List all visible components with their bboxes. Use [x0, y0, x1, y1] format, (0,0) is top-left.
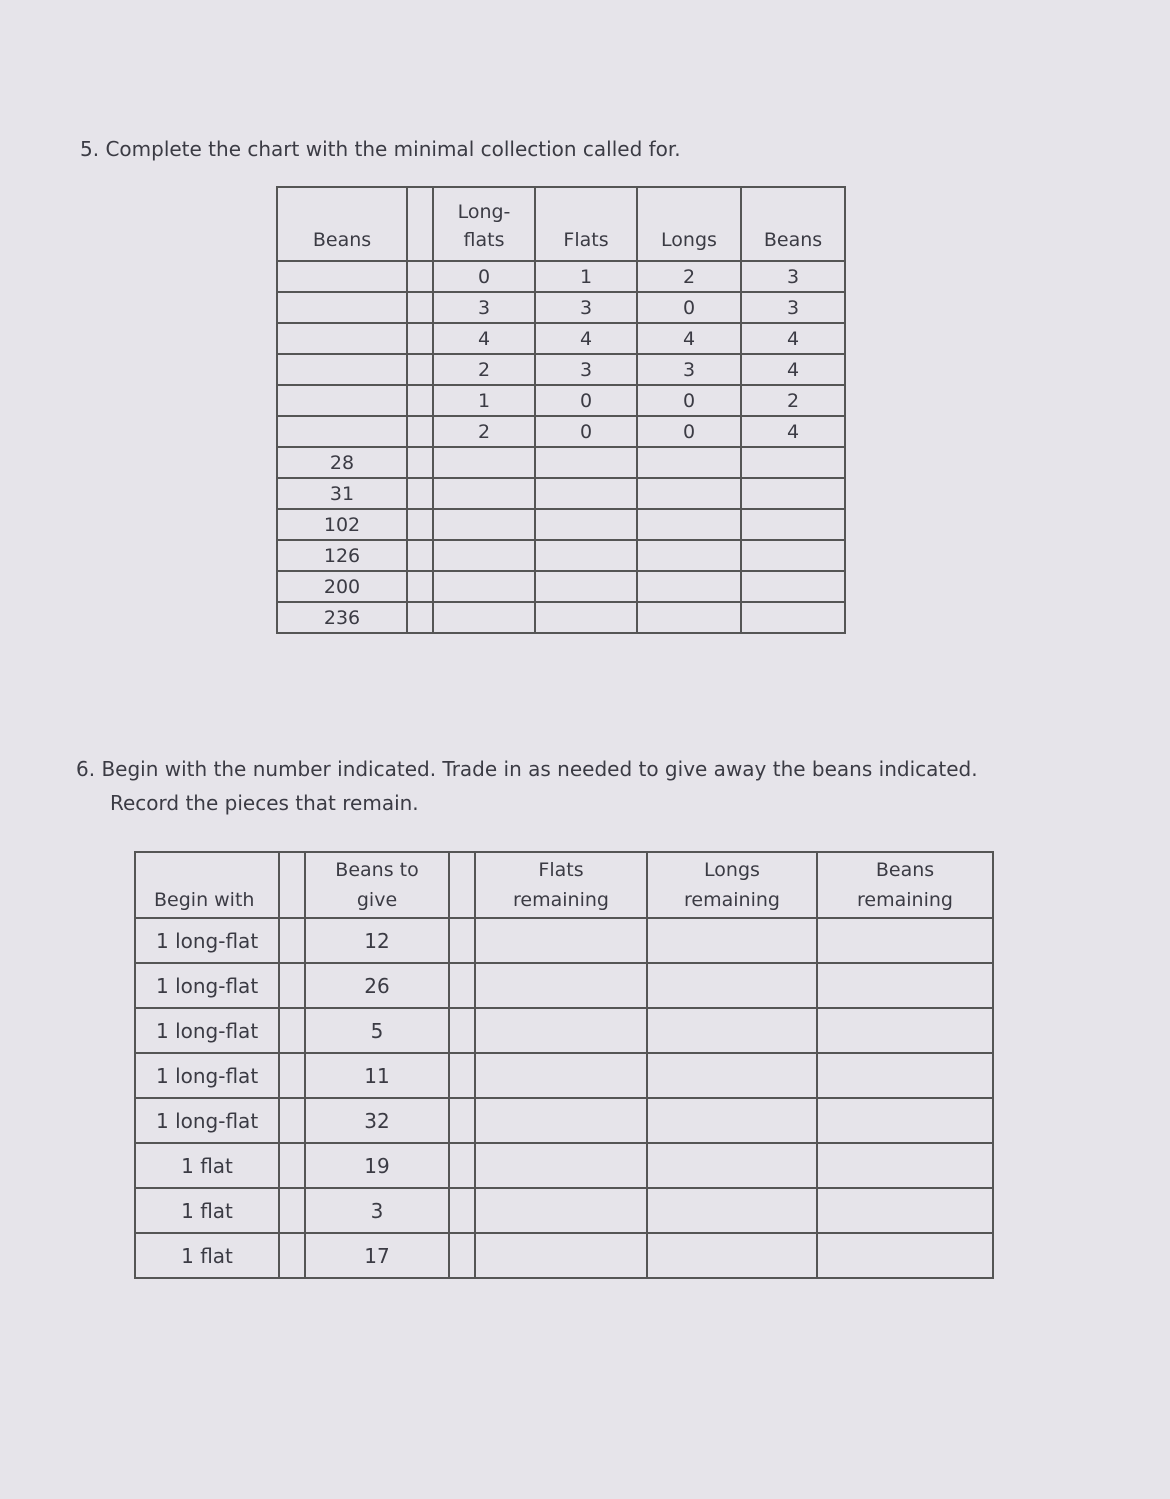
beans-answer-cell[interactable]	[277, 354, 407, 385]
longs-cell: 2	[637, 261, 741, 292]
flats-answer-cell[interactable]	[535, 509, 637, 540]
give-away-table	[134, 851, 994, 1279]
beans-cell: 2	[741, 385, 845, 416]
table-row	[135, 918, 993, 963]
long-flats-answer-cell[interactable]	[433, 571, 535, 602]
flats-cell: 0	[535, 385, 637, 416]
long-flats-cell: 2	[433, 416, 535, 447]
flats-cell: 3	[535, 292, 637, 323]
header-longs-remaining: Longs remaining	[647, 852, 817, 918]
table-row	[135, 1188, 993, 1233]
long-flats-answer-cell[interactable]	[433, 509, 535, 540]
table-header-row	[277, 187, 845, 261]
minimal-collection-table	[276, 186, 846, 634]
table-row	[277, 478, 845, 509]
header-beans-count: Beans	[741, 187, 845, 261]
header-beans-to-give: Beans to give	[305, 852, 449, 918]
table-row	[277, 385, 845, 416]
flats-cell: 3	[535, 354, 637, 385]
longs-remaining-cell[interactable]	[647, 1098, 817, 1143]
beans-to-give-cell: 12	[305, 918, 449, 963]
beans-cell: 3	[741, 292, 845, 323]
beans-given-cell: 126	[277, 540, 407, 571]
beans-cell: 3	[741, 261, 845, 292]
beans-remaining-cell[interactable]	[817, 918, 993, 963]
table-row	[277, 416, 845, 447]
table-row	[135, 1008, 993, 1053]
flats-remaining-cell[interactable]	[475, 1143, 647, 1188]
flats-remaining-cell[interactable]	[475, 1008, 647, 1053]
longs-remaining-cell[interactable]	[647, 963, 817, 1008]
table-row	[277, 540, 845, 571]
long-flats-answer-cell[interactable]	[433, 447, 535, 478]
question-6-prompt	[76, 752, 1036, 820]
question-5-prompt: 5. Complete the chart with the minimal collection called for.	[80, 137, 681, 161]
flats-remaining-cell[interactable]	[475, 963, 647, 1008]
longs-cell: 0	[637, 292, 741, 323]
long-flats-cell: 4	[433, 323, 535, 354]
longs-remaining-cell[interactable]	[647, 1008, 817, 1053]
beans-remaining-cell[interactable]	[817, 1098, 993, 1143]
beans-answer-cell[interactable]	[277, 416, 407, 447]
longs-cell: 3	[637, 354, 741, 385]
beans-given-cell: 200	[277, 571, 407, 602]
begin-with-cell: 1 long-flat	[135, 918, 279, 963]
beans-answer-cell[interactable]	[741, 478, 845, 509]
flats-cell: 1	[535, 261, 637, 292]
header-flats-remaining: Flats remaining	[475, 852, 647, 918]
long-flats-cell: 2	[433, 354, 535, 385]
question-6-line2: Record the pieces that remain.	[110, 791, 419, 815]
beans-answer-cell[interactable]	[741, 509, 845, 540]
beans-given-cell: 236	[277, 602, 407, 633]
beans-to-give-cell: 26	[305, 963, 449, 1008]
beans-remaining-cell[interactable]	[817, 1008, 993, 1053]
beans-answer-cell[interactable]	[741, 571, 845, 602]
beans-to-give-cell: 11	[305, 1053, 449, 1098]
longs-remaining-cell[interactable]	[647, 1188, 817, 1233]
flats-remaining-cell[interactable]	[475, 1053, 647, 1098]
header-beans: Beans	[277, 187, 407, 261]
beans-answer-cell[interactable]	[741, 540, 845, 571]
long-flats-cell: 1	[433, 385, 535, 416]
header-spacer	[449, 852, 475, 918]
table-row	[277, 571, 845, 602]
header-spacer	[407, 187, 433, 261]
table-row	[135, 1098, 993, 1143]
longs-answer-cell[interactable]	[637, 571, 741, 602]
begin-with-cell: 1 flat	[135, 1143, 279, 1188]
beans-answer-cell[interactable]	[277, 323, 407, 354]
table-row	[135, 1053, 993, 1098]
begin-with-cell: 1 long-flat	[135, 1098, 279, 1143]
beans-answer-cell[interactable]	[277, 385, 407, 416]
table-row	[277, 292, 845, 323]
begin-with-cell: 1 flat	[135, 1233, 279, 1278]
beans-to-give-cell: 5	[305, 1008, 449, 1053]
beans-answer-cell[interactable]	[277, 261, 407, 292]
header-flats: Flats	[535, 187, 637, 261]
flats-answer-cell[interactable]	[535, 602, 637, 633]
flats-answer-cell[interactable]	[535, 447, 637, 478]
table-row	[277, 447, 845, 478]
beans-given-cell: 31	[277, 478, 407, 509]
begin-with-cell: 1 long-flat	[135, 1008, 279, 1053]
longs-remaining-cell[interactable]	[647, 1053, 817, 1098]
flats-remaining-cell[interactable]	[475, 1188, 647, 1233]
flats-cell: 0	[535, 416, 637, 447]
question-6-line1: 6. Begin with the number indicated. Trade in as needed to give away the beans indicated.	[76, 757, 978, 781]
longs-answer-cell[interactable]	[637, 540, 741, 571]
header-long-flats: Long-flats	[433, 187, 535, 261]
longs-answer-cell[interactable]	[637, 478, 741, 509]
beans-cell: 4	[741, 354, 845, 385]
longs-answer-cell[interactable]	[637, 602, 741, 633]
longs-remaining-cell[interactable]	[647, 918, 817, 963]
long-flats-cell: 0	[433, 261, 535, 292]
table-row	[277, 509, 845, 540]
beans-answer-cell[interactable]	[741, 602, 845, 633]
beans-cell: 4	[741, 416, 845, 447]
beans-remaining-cell[interactable]	[817, 1143, 993, 1188]
long-flats-cell: 3	[433, 292, 535, 323]
beans-to-give-cell: 19	[305, 1143, 449, 1188]
beans-to-give-cell: 17	[305, 1233, 449, 1278]
header-longs: Longs	[637, 187, 741, 261]
beans-answer-cell[interactable]	[277, 292, 407, 323]
beans-remaining-cell[interactable]	[817, 1188, 993, 1233]
header-beans-remaining: Beans remaining	[817, 852, 993, 918]
table-row	[135, 963, 993, 1008]
begin-with-cell: 1 flat	[135, 1188, 279, 1233]
table-row	[277, 261, 845, 292]
long-flats-answer-cell[interactable]	[433, 478, 535, 509]
header-begin-with: Begin with	[135, 852, 279, 918]
flats-remaining-cell[interactable]	[475, 1233, 647, 1278]
beans-given-cell: 102	[277, 509, 407, 540]
table-row	[277, 602, 845, 633]
begin-with-cell: 1 long-flat	[135, 963, 279, 1008]
longs-cell: 0	[637, 385, 741, 416]
longs-cell: 0	[637, 416, 741, 447]
long-flats-answer-cell[interactable]	[433, 540, 535, 571]
flats-answer-cell[interactable]	[535, 571, 637, 602]
beans-remaining-cell[interactable]	[817, 1053, 993, 1098]
beans-to-give-cell: 32	[305, 1098, 449, 1143]
longs-answer-cell[interactable]	[637, 509, 741, 540]
table-row	[135, 1233, 993, 1278]
longs-cell: 4	[637, 323, 741, 354]
beans-remaining-cell[interactable]	[817, 963, 993, 1008]
flats-remaining-cell[interactable]	[475, 1098, 647, 1143]
table-row	[135, 1143, 993, 1188]
beans-remaining-cell[interactable]	[817, 1233, 993, 1278]
beans-cell: 4	[741, 323, 845, 354]
table-row	[277, 354, 845, 385]
flats-remaining-cell[interactable]	[475, 918, 647, 963]
table-header-row	[135, 852, 993, 918]
long-flats-answer-cell[interactable]	[433, 602, 535, 633]
table-row	[277, 323, 845, 354]
flats-answer-cell[interactable]	[535, 540, 637, 571]
header-spacer	[279, 852, 305, 918]
longs-remaining-cell[interactable]	[647, 1233, 817, 1278]
beans-given-cell: 28	[277, 447, 407, 478]
beans-answer-cell[interactable]	[741, 447, 845, 478]
longs-remaining-cell[interactable]	[647, 1143, 817, 1188]
beans-to-give-cell: 3	[305, 1188, 449, 1233]
flats-answer-cell[interactable]	[535, 478, 637, 509]
longs-answer-cell[interactable]	[637, 447, 741, 478]
flats-cell: 4	[535, 323, 637, 354]
begin-with-cell: 1 long-flat	[135, 1053, 279, 1098]
